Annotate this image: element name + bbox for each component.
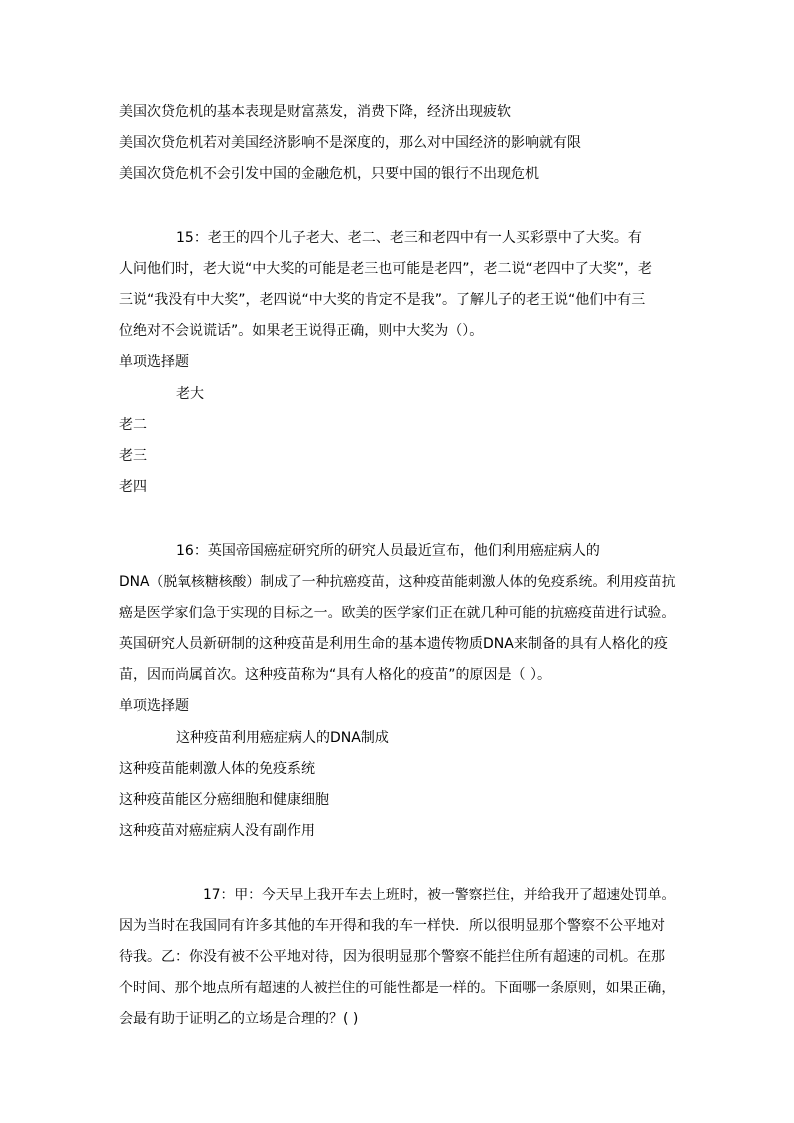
question-16-option-a: 这种疫苗利用癌症病人的DNA制成 (176, 730, 389, 746)
question-17-line-5: 会最有助于证明乙的立场是合理的？( ) (119, 1011, 359, 1027)
question-16-line-5: 苗，因而尚属首次。这种疫苗称为“具有人格化的疫苗”的原因是（ ）。 (119, 667, 551, 683)
question-17-line-2: 因为当时在我国同有许多其他的车开得和我的车一样快．所以很明显那个警察不公平地对 (119, 918, 665, 934)
question-16-line-1: 16：英国帝国癌症研究所的研究人员最近宣布，他们利用癌症病人的 (176, 543, 600, 559)
question-15-option-c: 老三 (119, 448, 147, 464)
question-16-type: 单项选择题 (119, 698, 189, 714)
option-prev-1: 美国次贷危机的基本表现是财富蒸发，消费下降，经济出现疲软 (119, 104, 511, 120)
question-16-option-c: 这种疫苗能区分癌细胞和健康细胞 (119, 792, 329, 808)
question-16-line-4: 英国研究人员新研制的这种疫苗是利用生命的基本遗传物质DNA来制备的具有人格化的疫 (119, 636, 668, 652)
question-16-line-2: DNA（脱氧核糖核酸）制成了一种抗癌疫苗，这种疫苗能刺激人体的免疫系统。利用疫苗抗 (119, 574, 676, 590)
question-17-line-4: 个时间、那个地点所有超速的人被拦住的可能性都是一样的。下面哪一条原则，如果正确， (119, 980, 676, 996)
question-16-option-b: 这种疫苗能刺激人体的免疫系统 (119, 761, 315, 777)
question-17-line-1: 17：甲：今天早上我开车去上班时，被一警察拦住，并给我开了超速处罚单。 (203, 887, 676, 903)
question-17-line-3: 待我。乙：你没有被不公平地对待，因为很明显那个警察不能拦住所有超速的司机。在那 (119, 949, 665, 965)
question-15-line-1: 15：老王的四个儿子老大、老二、老三和老四中有一人买彩票中了大奖。有 (176, 230, 642, 246)
option-prev-3: 美国次贷危机不会引发中国的金融危机，只要中国的银行不出现危机 (119, 166, 539, 182)
question-16-option-d: 这种疫苗对癌症病人没有副作用 (119, 823, 315, 839)
question-15-type: 单项选择题 (119, 354, 189, 370)
question-16-line-3: 癌是医学家们急于实现的目标之一。欧美的医学家们正在就几种可能的抗癌疫苗进行试验。 (119, 605, 676, 621)
option-prev-2: 美国次贷危机若对美国经济影响不是深度的，那么对中国经济的影响就有限 (119, 135, 581, 151)
question-15-line-3: 三说“我没有中大奖”，老四说“中大奖的肯定不是我”。了解儿子的老王说“他们中有三 (119, 292, 646, 308)
question-15-line-4: 位绝对不会说谎话”。如果老王说得正确，则中大奖为（）。 (119, 323, 484, 339)
question-15-option-b: 老二 (119, 417, 147, 433)
question-15-line-2: 人问他们时，老大说“中大奖的可能是老三也可能是老四”，老二说“老四中了大奖”，老 (119, 261, 653, 277)
question-15-option-a: 老大 (176, 386, 204, 402)
question-15-option-d: 老四 (119, 479, 147, 495)
